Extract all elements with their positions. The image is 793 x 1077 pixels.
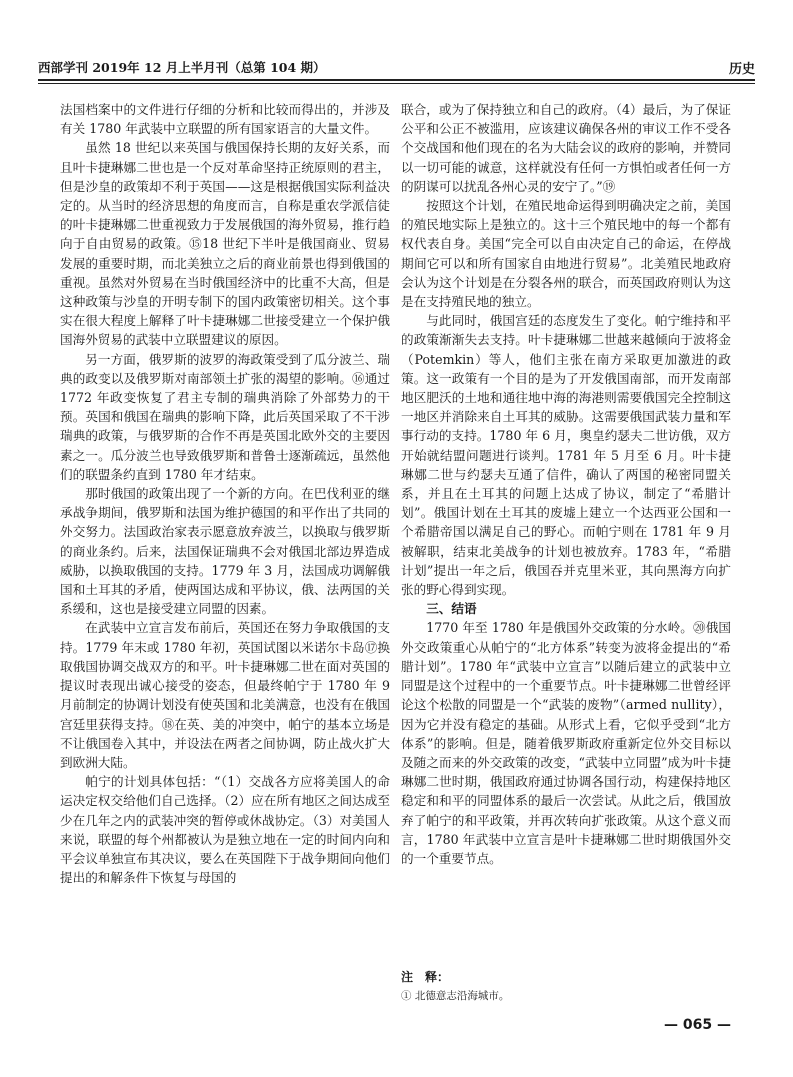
page-number: — 065 —: [664, 1017, 731, 1033]
footnotes: [401, 968, 731, 1004]
footnotes-title: 注 释：: [401, 970, 450, 984]
left-column: [60, 100, 390, 887]
running-header: [38, 58, 755, 78]
right-column: [401, 100, 731, 868]
paragraph: 法国档案中的文件进行仔细的分析和比较而得出的，并涉及有关 1780 年武装中立联盟的所有国家语言的大量文件。: [60, 102, 390, 137]
section-label: 历史: [728, 62, 755, 77]
paragraph: 按照这个计划，在殖民地命运得到明确决定之前，美国的殖民地实际上是独立的。这十三个殖民地中的每一个都有权代表自身。美国“完全可以自由决定自己的命运，在停战期间它可以和所有国家自由地进行贸易”。北美殖民地政府会认为这个计划是在分裂各州的联合，而英国政府则认为这是在支持殖民地的独立。: [401, 198, 731, 310]
paragraph: 另一方面，俄罗斯的波罗的海政策受到了瓜分波兰、瑞典的政变以及俄罗斯对南部领土扩张的渴望的影响。⑯通过 1772 年政变恢复了君主专制的瑞典消除了外部势力的干预。英国和俄国在瑞典的影响下降，此后英国采取了不干涉瑞典的政策，与俄罗斯的合作不再是英国北欧外交的主要因素之一。瓜分波兰也导致俄罗斯和普鲁士逐渐疏远，虽然他们的联盟条约直到 1780 年才结束。: [60, 351, 390, 482]
journal-title: 西部学刊 2019年 12 月上半月刊（总第 104 期）: [38, 60, 326, 75]
paragraph: 与此同时，俄国宫廷的态度发生了变化。帕宁维持和平的政策渐渐失去支持。叶卡捷琳娜二世越来越倾向于波将金（Potemkin）等人，他们主张在南方采取更加激进的政策。这一政策有一个目的是为了开发俄国南部，而开发南部地区肥沃的土地和通往地中海的海港则需要俄国完全控制这一地区并消除来自土耳其的威胁。这需要俄国武装力量和军事行动的支持。1780 年 6 月，奥皇约瑟夫二世访俄，双方开始就结盟问题进行谈判。1781 年 5 月至 6 月。叶卡捷琳娜二世与约瑟夫互通了信件，确认了两国的秘密同盟关系，并且在土耳其的问题上达成了协议，制定了“希腊计划”。俄国计划在土耳其的废墟上建立一个达西亚公国和一个希腊帝国以满足自己的野心。而帕宁则在 1781 年 9 月被解职，结束北美战争的计划也被放弃。1783 年，“希腊计划”提出一年之后，俄国吞并克里米亚，其向黑海方向扩张的野心得到实现。: [401, 313, 731, 598]
paragraph: 联合，或为了保持独立和自己的政府。（4）最后，为了保证公平和公正不被滥用，应该建议确保各州的审议工作不受各个交战国和他们现在的名为大陆会议的政府的影响，并赞同以一切可能的诚意，这样就没有任何一方惧怕或者任何一方的阴谋可以扰乱各州心灵的安宁了。”⑲: [401, 102, 731, 194]
paragraph: 帕宁的计划具体包括：“（1）交战各方应将美国人的命运决定权交给他们自己选择。（2）应在所有地区之间达成至少在几年之内的武装冲突的暂停或休战协定。（3）对美国人来说，联盟的每个州都被认为是独立地在一定的时间内向和平会议单独宣布其决议，要么在英国陛下于战争期间向他们提出的和解条件下恢复与母国的: [60, 774, 390, 886]
paragraph: 虽然 18 世纪以来英国与俄国保持长期的友好关系，而且叶卡捷琳娜二世也是一个反对革命坚持正统原则的君主，但是沙皇的政策却不利于英国——这是根据俄国实际利益决定的。从当时的经济思想的角度而言，自称是重农学派信徒的叶卡捷琳娜二世重视致力于发展俄国的海外贸易，推行趋向于自由贸易的政策。⑮18 世纪下半叶是俄国商业、贸易发展的重要时期，而北美独立之后的商业前景也得到俄国的重视。虽然对外贸易在当时俄国经济中的比重不大高，但是这种政策与沙皇的开明专制下的国内政策密切相关。这个事实在很大程度上解释了叶卡捷琳娜二世接受建立一个保护俄国海外贸易的武装中立联盟建议的原因。: [60, 140, 390, 348]
paragraph: 那时俄国的政策出现了一个新的方向。在巴伐利亚的继承战争期间，俄罗斯和法国为维护德国的和平作出了共同的外交努力。法国政治家表示愿意放弃波兰，以换取与俄罗斯的商业条约。后来，法国保证瑞典不会对俄国北部边界造成威胁，以换取俄国的支持。1779 年 3 月，法国成功调解俄国和土耳其的矛盾，使两国达成和平协议，俄、法两国的关系缓和，这也是接受建立同盟的因素。: [60, 486, 390, 617]
footnote-item: ① 北德意志沿海城市。: [401, 990, 510, 1002]
section-heading: 三、结语: [426, 601, 477, 617]
header-rule-thick: [38, 79, 755, 81]
paragraph: 1770 年至 1780 年是俄国外交政策的分水岭。⑳俄国外交政策重心从帕宁的“北方体系”转变为波将金提出的“希腊计划”。1780 年“武装中立宣言”以随后建立的武装中立同盟是这个过程中的一个重要节点。叶卡捷琳娜二世曾经评论这个松散的同盟是一个“武装的废物”（armed nullity），因为它并没有稳定的基础。从形式上看，它似乎受到“北方体系”的影响。但是，随着俄罗斯政府重新定位外交目标以及随之而来的外交政策的改变，“武装中立同盟”成为叶卡捷琳娜二世时期，俄国政府通过协调各国行动，构建保持地区稳定和和平的同盟体系的最后一次尝试。从此之后，俄国放弃了帕宁的和平政策，并再次转向扩张政策。从这个意义而言，1780 年武装中立宣言是叶卡捷琳娜二世时期俄国外交的一个重要节点。: [401, 620, 731, 866]
header-rule-thin: [38, 83, 755, 84]
paragraph: 在武装中立宣言发布前后，英国还在努力争取俄国的支持。1779 年末或 1780 年初，英国试图以米诺尔卡岛⑰换取俄国协调交战双方的和平。叶卡捷琳娜二世在面对英国的提议时表现出诚心接受的姿态，但最终帕宁于 1780 年 9 月前制定的协调计划没有使英国和北美满意，也没有在俄国宫廷里获得支持。⑱在英、美的冲突中，帕宁的基本立场是不让俄国卷入其中，并设法在两者之间协调，防止战火扩大到欧洲大陆。: [60, 620, 390, 770]
